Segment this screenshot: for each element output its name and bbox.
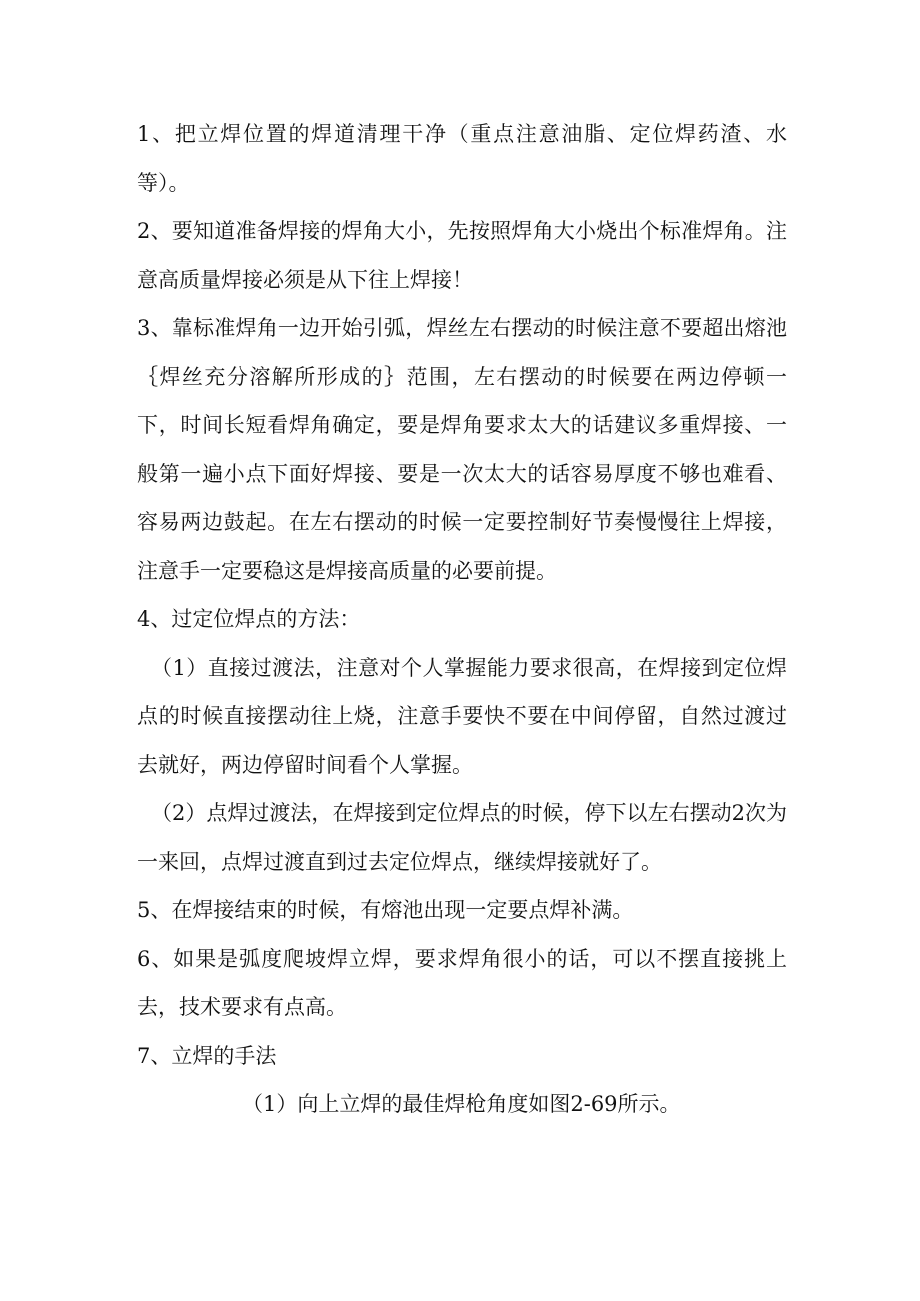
paragraph-4-1: （1）直接过渡法，注意对个人掌握能力要求很高，在焊接到定位焊点的时候直接摆动往上烧，注意手要快不要在中间停留，自然过渡过去就好，两边停留时间看个人掌握。 [137, 655, 787, 777]
document-body [137, 110, 787, 1129]
paragraph-7: 7、立焊的手法 [137, 1043, 277, 1068]
paragraph-4-2: （2）点焊过渡法，在焊接到定位焊点的时候，停下以左右摆动2次为一来回，点焊过渡直到过去定位焊点，继续焊接就好了。 [137, 801, 787, 874]
paragraph-3: 3、靠标准焊角一边开始引弧，焊丝左右摆动的时候注意不要超出熔池｛焊丝充分溶解所形成的｝范围，左右摆动的时候要在两边停顿一下，时间长短看焊角确定，要是焊角要求太大的话建议多重焊接、一般第一遍小点下面好焊接、要是一次太大的话容易厚度不够也难看、容易两边鼓起。在左右摆动的时候一定要控制好节奏慢慢往上焊接，注意手一定要稳这是焊接高质量的必要前提。 [137, 316, 787, 583]
paragraph-2: 2、要知道准备焊接的焊角大小，先按照焊角大小烧出个标准焊角。注意高质量焊接必须是从下往上焊接！ [137, 219, 787, 292]
paragraph-1: 1、把立焊位置的焊道清理干净（重点注意油脂、定位焊药渣、水等）。 [137, 122, 787, 195]
paragraph-4: 4、过定位焊点的方法： [137, 607, 361, 631]
paragraph-5: 5、在焊接结束的时候，有熔池出现一定要点焊补满。 [137, 898, 634, 922]
paragraph-7-1: （1）向上立焊的最佳焊枪角度如图2-69所示。 [242, 1092, 681, 1116]
paragraph-6: 6、如果是弧度爬坡焊立焊，要求焊角很小的话，可以不摆直接挑上去，技术要求有点高。 [137, 946, 787, 1019]
